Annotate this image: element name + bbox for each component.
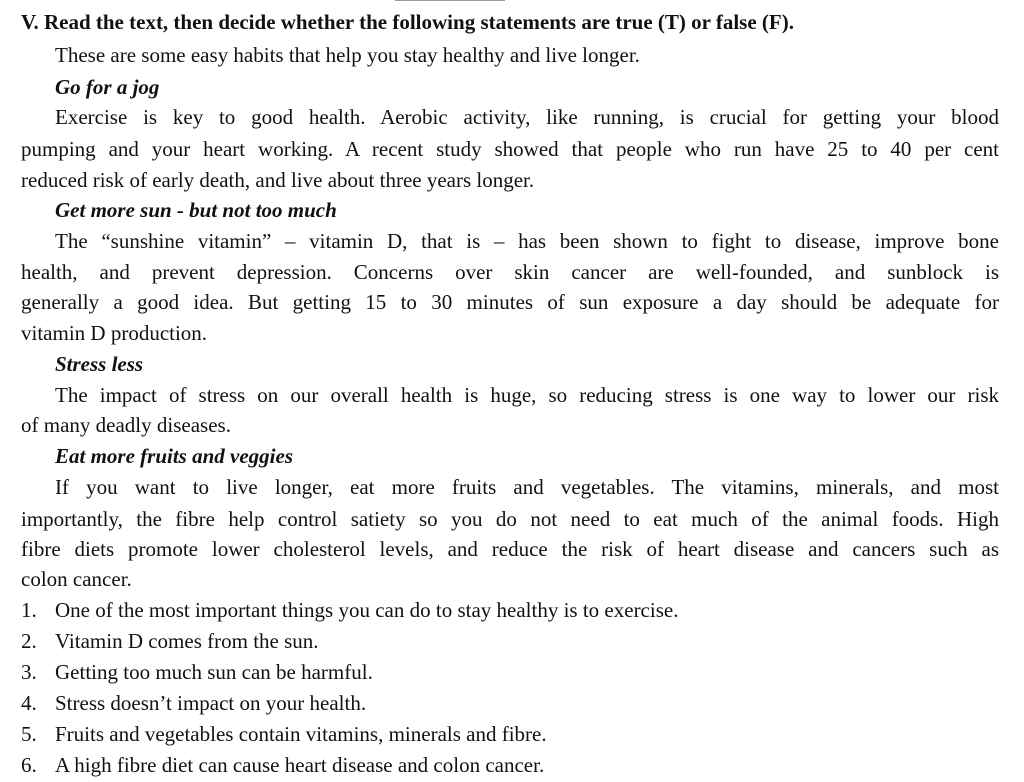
passage-intro: These are some easy habits that help you stay healthy and live longer. (55, 43, 640, 67)
paragraph-line: Exercise is key to good health. Aerobic activity, like running, is crucial for getting your blood (55, 105, 999, 129)
statement-text: A high fibre diet can cause heart disease and colon cancer. (55, 753, 545, 777)
paragraph-line: importantly, the fibre help control satiety so you do not need to eat much of the animal foods. High (21, 507, 999, 531)
exercise-instruction: Read the text, then decide whether the following statements are true (T) or false (F). (43, 10, 794, 34)
paragraph-line: The impact of stress on our overall health is huge, so reducing stress is one way to lower our risk (55, 383, 999, 407)
statement-number: 3. (21, 660, 37, 684)
statement-text: One of the most important things you can do to stay healthy is to exercise. (55, 598, 679, 622)
paragraph-line: The “sunshine vitamin” – vitamin D, that is – has been shown to fight to disease, improve bone (55, 229, 999, 253)
paragraph-line: reduced risk of early death, and live about three years longer. (21, 168, 535, 192)
paragraph-line: colon cancer. (21, 567, 132, 591)
paragraph-line: If you want to live longer, eat more fruits and vegetables. The vitamins, minerals, and most (55, 475, 999, 499)
paragraph-line: generally a good idea. But getting 15 to 30 minutes of sun exposure a day should be adequate for (21, 290, 999, 314)
section-title-jog: Go for a jog (55, 75, 160, 99)
statement-text: Fruits and vegetables contain vitamins, minerals and fibre. (55, 722, 547, 746)
statement-text: Vitamin D comes from the sun. (55, 629, 319, 653)
section-title-fruits: Eat more fruits and veggies (55, 444, 294, 468)
statement-number: 5. (21, 722, 37, 746)
statement-number: 6. (21, 753, 37, 777)
statement-number: 1. (21, 598, 37, 622)
paragraph-line: vitamin D production. (21, 321, 208, 345)
exercise-heading (21, 7, 999, 38)
paragraph-line: pumping and your heart working. A recent study showed that people who run have 25 to 40 per cent (21, 137, 999, 161)
paragraph-line: fibre diets promote lower cholesterol levels, and reduce the risk of heart disease and cancers such as (21, 537, 999, 561)
paragraph-line: health, and prevent depression. Concerns over skin cancer are well-founded, and sunblock is (21, 260, 999, 284)
statement-number: 2. (21, 629, 37, 653)
section-title-stress: Stress less (55, 352, 144, 376)
paragraph-line: of many deadly diseases. (21, 413, 231, 437)
section-title-sun: Get more sun - but not too much (55, 198, 337, 222)
statement-text: Stress doesn’t impact on your health. (55, 691, 367, 715)
exercise-number: V. (21, 10, 39, 34)
statement-text: Getting too much sun can be harmful. (55, 660, 373, 684)
statement-number: 4. (21, 691, 37, 715)
